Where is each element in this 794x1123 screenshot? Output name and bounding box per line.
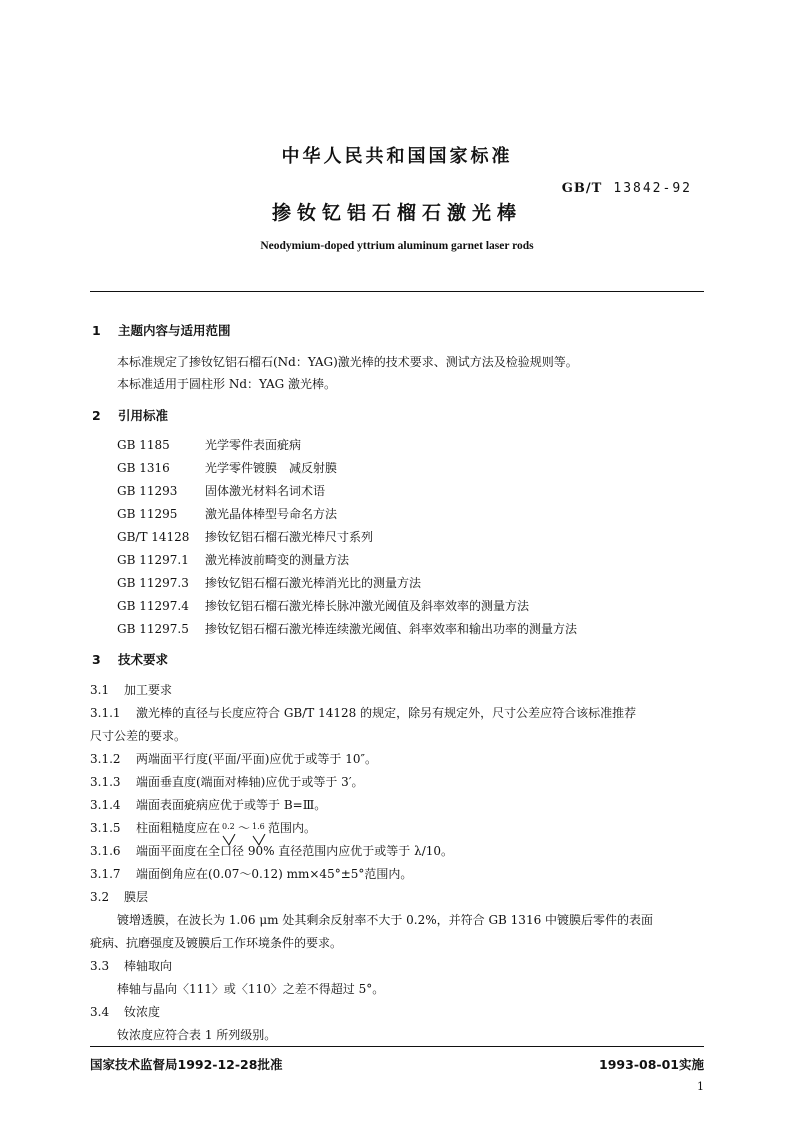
clause-3-1-7: 3.1.7 端面倒角应在(0.07～0.12) mm×45°±5°范围内。 (90, 867, 413, 881)
clause-3-2-text-continued: 疵病、抗磨强度及镀膜后工作环境条件的要求。 (90, 936, 343, 950)
clause-3-3: 3.3 棒轴取向 (90, 959, 173, 973)
reference-item: GB 11293 固体激光材料名词术语 (117, 484, 326, 498)
effective-date: 1993-08-01实施 (599, 1057, 704, 1072)
reference-item: GB 11295 激光晶体棒型号命名方法 (117, 507, 338, 521)
reference-item: GB 1185 光学零件表面疵病 (117, 438, 302, 452)
reference-item: GB 11297.5 掺钕钇铝石榴石激光棒连续激光阈值、斜率效率和输出功率的测量方法 (117, 622, 578, 636)
clause-3-1: 3.1 加工要求 (90, 683, 173, 697)
section-2-heading: 2 引用标准 (92, 408, 169, 423)
footer-divider (90, 1046, 704, 1047)
national-standard-heading: 中华人民共和国国家标准 (281, 146, 513, 167)
clause-3-2-text: 镀增透膜，在波长为 1.06 μm 处其剩余反射率不大于 0.2%，并符合 GB 1316 中镀膜后零件的表面 (117, 913, 654, 927)
document-title: 掺钕钇铝石榴石激光棒 (271, 202, 522, 224)
standard-code: 13842-92 (613, 181, 692, 196)
section-1-heading: 1 主题内容与适用范围 (92, 323, 231, 338)
clause-3-1-6: 3.1.6 端面平面度在全口径 90% 直径范围内应优于或等于 λ/10。 (90, 844, 454, 858)
clause-3-1-5: 3.1.5 柱面粗糙度应在 0.2 ～ 1.6 范围内。 (90, 819, 316, 836)
clause-3-4: 3.4 钕浓度 (90, 1005, 161, 1019)
clause-3-1-1-continued: 尺寸公差的要求。 (90, 729, 187, 743)
page-number: 1 (697, 1080, 704, 1093)
section-3-heading: 3 技术要求 (92, 652, 169, 667)
approval-date: 国家技术监督局1992-12-28批准 (90, 1057, 283, 1072)
standard-number (562, 181, 692, 196)
header-divider (90, 291, 704, 292)
clause-3-3-text: 棒轴与晶向〈111〉或〈110〉之差不得超过 5°。 (117, 982, 385, 996)
english-title: Neodymium-doped yttrium aluminum garnet laser rods (260, 240, 534, 252)
reference-item: GB 11297.4 掺钕钇铝石榴石激光棒长脉冲激光阈值及斜率效率的测量方法 (117, 599, 530, 613)
reference-item: GB/T 14128 掺钕钇铝石榴石激光棒尺寸系列 (117, 530, 374, 544)
clause-3-1-1: 3.1.1 激光棒的直径与长度应符合 GB/T 14128 的规定，除另有规定外，尺寸公差应符合该标准推荐 (90, 706, 637, 720)
reference-item: GB 11297.1 激光棒波前畸变的测量方法 (117, 553, 350, 567)
clause-3-4-text: 钕浓度应符合表 1 所列级别。 (117, 1028, 277, 1042)
reference-item: GB 11297.3 掺钕钇铝石榴石激光棒消光比的测量方法 (117, 576, 422, 590)
clause-3-2: 3.2 膜层 (90, 890, 149, 904)
section-1-para-2: 本标准适用于圆柱形 Nd：YAG 激光棒。 (117, 377, 337, 391)
standard-prefix: GB/T (561, 181, 603, 196)
clause-3-1-4: 3.1.4 端面表面疵病应优于或等于 B=Ⅲ。 (90, 798, 327, 812)
reference-item: GB 1316 光学零件镀膜 减反射膜 (117, 461, 338, 475)
section-1-para-1: 本标准规定了掺钕钇铝石榴石(Nd：YAG)激光棒的技术要求、测试方法及检验规则等。 (117, 355, 578, 369)
clause-3-1-2: 3.1.2 两端面平行度(平面/平面)应优于或等于 10″。 (90, 752, 377, 766)
clause-3-1-3: 3.1.3 端面垂直度(端面对棒轴)应优于或等于 3′。 (90, 775, 364, 789)
